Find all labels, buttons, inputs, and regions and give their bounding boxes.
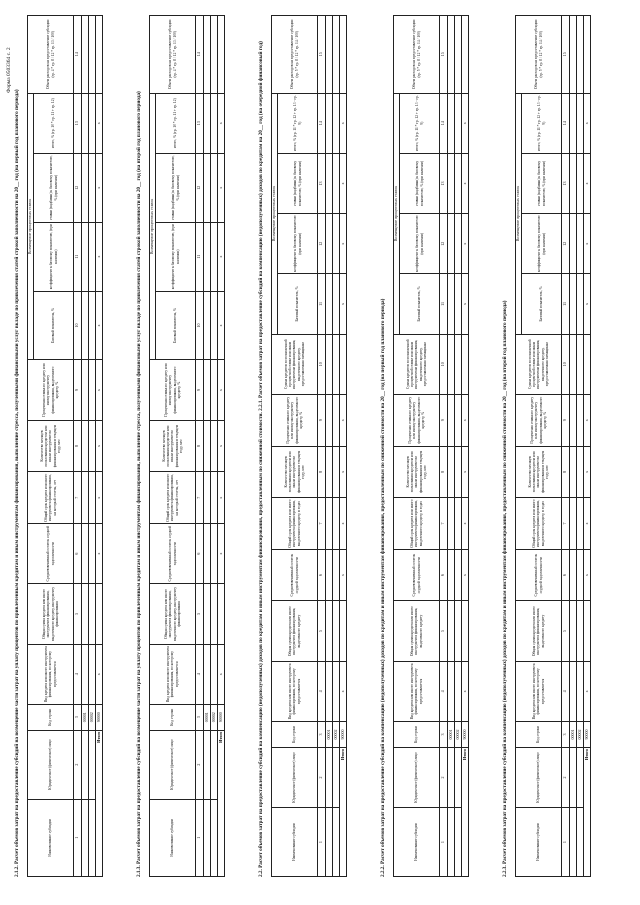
header-cell: Общая сумма кредита или иного инструмента финансирования, выделенного кредиту, инструменту финансирования bbox=[28, 584, 74, 644]
section-title: 2.2.2. Расчет объемов затрат на предоставление субсидий на компенсацию (недополученных) доходов по кредитам и иным инструментам финансирования, предоставленным по сниженной стоимости на 20__ год (на первый год планового периода) bbox=[380, 298, 386, 877]
col-num: 7 bbox=[196, 472, 204, 524]
header-cell: ставки (надбавки) к базовому показателю, % (при наличии) bbox=[522, 153, 562, 213]
col-num: 11 bbox=[196, 222, 204, 291]
col-num: 13 bbox=[318, 153, 326, 213]
x-mark: x bbox=[584, 446, 591, 498]
header-cell: Код строки bbox=[28, 704, 74, 730]
table-row bbox=[333, 16, 340, 877]
header-cell: Объем расходов на предоставление субсидии (гр. 5 * гр. 8 / 12 * гр. 14 / 100) bbox=[272, 16, 318, 94]
x-mark: x bbox=[340, 661, 347, 721]
total-code: 90000 bbox=[340, 722, 347, 748]
col-num: 6 bbox=[74, 524, 82, 584]
section-title: 2.2.3. Расчет объемов затрат на предоставление субсидий на компенсацию (недополученных) доходов по кредитам и иным инструментам финансирования, предоставленным по сниженной стоимости на 20__ год (на второй год планового периода) bbox=[502, 300, 508, 877]
header-cell: Объем расходов на предоставление субсидии (гр. 5 * гр. 8 / 12 * гр. 14 / 100) bbox=[394, 16, 440, 94]
header-cell: коэффициент к базовому показателю (при наличии) bbox=[522, 214, 562, 274]
row-code: 00001 bbox=[82, 704, 89, 730]
col-num: 12 bbox=[562, 214, 570, 274]
col-num: 7 bbox=[562, 498, 570, 550]
header-cell: Вид кредита или иного инструмента финансирования, по которому предоставляется bbox=[272, 661, 318, 721]
col-num: 8 bbox=[440, 446, 448, 498]
header-cell: Базовый показатель, % bbox=[522, 274, 562, 334]
x-mark: x bbox=[96, 153, 103, 222]
header-cell: ставки (надбавки) к базовому показателю, % (при наличии) bbox=[278, 153, 318, 213]
col-num: 7 bbox=[318, 498, 326, 550]
section-title: 2.1.2. Расчет объемов затрат на предоставление субсидий на возмещение части затрат на уплату процентов по привлеченным кредитам и иным инструментам финансирования, выполнение стресса, полученными финансовыми услуг вкладе по привлечения статей строкой заполненности на 20__ год (на первый год планового периода) bbox=[14, 89, 20, 877]
col-num: 2 bbox=[74, 730, 82, 799]
header-cell: Общий срок кредита или иного инструмента финансирования, выделенного кредиту, в годах bbox=[394, 498, 440, 550]
header-cell: Юридическое (физическое) лицо bbox=[150, 730, 196, 799]
section-2-1-2 bbox=[14, 15, 103, 877]
total-label: Итого bbox=[584, 747, 591, 876]
col-num: 15 bbox=[318, 16, 326, 94]
total-row bbox=[218, 16, 225, 877]
row-code: 00002 bbox=[455, 722, 462, 748]
header-cell: Код строки bbox=[150, 704, 196, 730]
header-cell: Юридическое (физическое) лицо bbox=[272, 747, 318, 807]
subsidy-table bbox=[27, 15, 103, 877]
col-num: 2 bbox=[440, 747, 448, 807]
header-cell: Вид кредита или иного инструмента финансирования, по которому предоставляется bbox=[516, 661, 562, 721]
header-cell: Количество месяцев пользования кредитом или иным инструментом финансирования в текущем году, мес bbox=[272, 446, 318, 498]
header-cell: Сумма кредитов по пониженной процентной ставке или иным инструментам финансирования, выделенного кредиту, предоставленная заемщикам bbox=[272, 334, 318, 394]
header-cell: Средневзвешенный остаток ссудной задолженности bbox=[394, 549, 440, 601]
col-num: 4 bbox=[74, 644, 82, 704]
table-row bbox=[211, 16, 218, 877]
header-cell: итого, % (гр. 11 * гр. 12 + гр. 13 - гр. 9) bbox=[400, 93, 440, 153]
header-cell: Общий срок кредита или иного инструмента финансирования, выделенного кредиту, в годах bbox=[516, 498, 562, 550]
header-cell: Вид кредита или иного инструмента финансирования, по которому предоставляется bbox=[150, 644, 196, 704]
header-cell: Базовый показатель, % bbox=[156, 291, 196, 360]
col-num: 5 bbox=[74, 584, 82, 644]
header-cell: Наименование субсидии bbox=[272, 808, 318, 877]
x-mark: x bbox=[96, 644, 103, 704]
x-mark: x bbox=[340, 498, 347, 550]
table-row bbox=[326, 16, 333, 877]
col-num: 4 bbox=[318, 661, 326, 721]
col-num: 12 bbox=[318, 214, 326, 274]
table-row bbox=[577, 16, 584, 877]
x-mark: x bbox=[218, 153, 225, 222]
col-num: 11 bbox=[562, 274, 570, 334]
x-mark: x bbox=[584, 394, 591, 446]
x-mark: x bbox=[462, 446, 469, 498]
total-code: 90000 bbox=[462, 722, 469, 748]
col-num: 8 bbox=[196, 420, 204, 472]
col-num: 3 bbox=[196, 704, 204, 730]
header-cell: коэффициент к базовому показателю (при наличии) bbox=[400, 214, 440, 274]
col-num: 10 bbox=[74, 291, 82, 360]
col-num: 7 bbox=[440, 498, 448, 550]
x-mark: x bbox=[462, 153, 469, 213]
header-cell: Базовый показатель, % bbox=[34, 291, 74, 360]
header-cell: Код строки bbox=[516, 722, 562, 748]
x-mark: x bbox=[96, 524, 103, 584]
col-num: 1 bbox=[74, 799, 82, 876]
header-cell: Общий срок кредита или иного инструмента финансирования, на который отчеты, лет bbox=[150, 472, 196, 524]
header-cell: Количество месяцев пользования кредитом или иным инструментом финансирования в текущем году, мес bbox=[150, 420, 196, 472]
x-mark: x bbox=[96, 222, 103, 291]
x-mark: x bbox=[96, 360, 103, 420]
col-num: 12 bbox=[74, 153, 82, 222]
col-num: 14 bbox=[318, 93, 326, 153]
col-num: 9 bbox=[562, 394, 570, 446]
col-num: 1 bbox=[318, 808, 326, 877]
x-mark: x bbox=[96, 420, 103, 472]
x-mark: x bbox=[340, 394, 347, 446]
col-num: 4 bbox=[562, 661, 570, 721]
header-cell: Количество месяцев пользования кредитом или иным инструментом финансирования в текущем году, мес bbox=[394, 446, 440, 498]
header-cell: Вид кредита или иного инструмента финансирования, по которому предоставляется bbox=[28, 644, 74, 704]
col-num: 6 bbox=[440, 549, 448, 601]
subsidy-table bbox=[393, 15, 469, 877]
col-num: 4 bbox=[196, 644, 204, 704]
x-mark: x bbox=[584, 153, 591, 213]
col-num: 2 bbox=[196, 730, 204, 799]
col-num: 11 bbox=[74, 222, 82, 291]
header-group: Возмещение процентных ставок bbox=[28, 93, 34, 360]
table-row bbox=[89, 16, 96, 877]
total-label: Итого bbox=[340, 747, 347, 876]
col-num: 3 bbox=[318, 722, 326, 748]
x-mark: x bbox=[462, 394, 469, 446]
x-mark: x bbox=[218, 360, 225, 420]
header-cell: Юридическое (физическое) лицо bbox=[394, 747, 440, 807]
row-code: 00001 bbox=[448, 722, 455, 748]
header-cell: Общая сумма кредита или иного инструмента финансирования, выделенного кредиту, инструменту финансирования bbox=[150, 584, 196, 644]
col-num: 12 bbox=[440, 214, 448, 274]
x-mark: x bbox=[218, 644, 225, 704]
header-cell: Объем расходов на предоставление субсидии (гр. 4 * гр. 8 / 12 * гр. 13 / 100) bbox=[28, 16, 74, 94]
header-cell: Процентная ставка по кредиту или иному инструменту финансирования, выделенного кредиту, % bbox=[150, 360, 196, 420]
row-code: 00002 bbox=[211, 704, 218, 730]
x-mark: x bbox=[218, 222, 225, 291]
x-mark: x bbox=[584, 498, 591, 550]
header-cell: Средневзвешенный остаток ссудной задолженности bbox=[28, 524, 74, 584]
section-2-2-2 bbox=[380, 15, 469, 877]
col-num: 10 bbox=[318, 334, 326, 394]
col-num: 13 bbox=[196, 93, 204, 153]
col-num: 5 bbox=[440, 601, 448, 661]
header-group: Возмещение процентных ставок bbox=[272, 93, 278, 334]
col-num: 8 bbox=[562, 446, 570, 498]
col-num: 6 bbox=[196, 524, 204, 584]
table-row bbox=[455, 16, 462, 877]
header-cell: коэффициент к базовому показателю (при наличии) bbox=[278, 214, 318, 274]
header-cell: Общий срок кредита или иного инструмента финансирования, выделенного кредиту, в годах bbox=[272, 498, 318, 550]
row-code: 00002 bbox=[333, 722, 340, 748]
col-num: 3 bbox=[440, 722, 448, 748]
col-num: 5 bbox=[196, 584, 204, 644]
col-num: 2 bbox=[318, 747, 326, 807]
header-cell: итого, % (гр. 11 * гр. 12 + гр. 13 - гр. 9) bbox=[278, 93, 318, 153]
x-mark: x bbox=[218, 93, 225, 153]
subsidy-table bbox=[149, 15, 225, 877]
col-num: 7 bbox=[74, 472, 82, 524]
header-cell: Процентная ставка по кредиту или иному инструменту финансирования, выделенного кредиту, % bbox=[272, 394, 318, 446]
section-2-2-3 bbox=[502, 15, 591, 877]
header-cell: Сумма кредитов по пониженной процентной ставке или иным инструментам финансирования, выделенного кредиту, предоставленная заемщикам bbox=[394, 334, 440, 394]
header-cell: Базовый показатель, % bbox=[278, 274, 318, 334]
table-row bbox=[570, 16, 577, 877]
col-num: 14 bbox=[74, 16, 82, 94]
header-cell: Средневзвешенный остаток ссудной задолженности bbox=[272, 549, 318, 601]
row-code: 00001 bbox=[326, 722, 333, 748]
col-num: 10 bbox=[562, 334, 570, 394]
header-cell: итого, % (гр. 10 * гр. 11 + гр. 12) bbox=[156, 93, 196, 153]
header-cell: Процентная ставка по кредиту или иному инструменту финансирования, выделенного кредиту, % bbox=[28, 360, 74, 420]
header-cell: Общий срок кредита или иного инструмента финансирования, на который отчеты, лет bbox=[28, 472, 74, 524]
x-mark: x bbox=[96, 93, 103, 153]
x-mark: x bbox=[340, 153, 347, 213]
header-cell: Объем расходов на предоставление субсидии (гр. 4 * гр. 8 / 12 * гр. 13 / 100) bbox=[150, 16, 196, 94]
header-cell: Наименование субсидии bbox=[28, 799, 74, 876]
header-cell: Вид кредита или иного инструмента финансирования, по которому предоставляется bbox=[394, 661, 440, 721]
section-title: 2.2. Расчет объемов затрат на предоставление субсидий на компенсацию (недополученных) доходов по кредитам и иным инструментам финансирования, предоставленным по сниженной стоимости. 2.2.1. Расчет объемов затрат на предоставление субсидий на компенсацию (недополученных) доходов по кредитам на 20__ год (на очередной финансовый год) bbox=[258, 41, 264, 877]
header-cell: Код строки bbox=[272, 722, 318, 748]
header-cell: Общая сумма кредита или иного инструмента финансирования, выделенного кредиту bbox=[394, 601, 440, 661]
x-mark: x bbox=[218, 291, 225, 360]
col-num: 2 bbox=[562, 747, 570, 807]
total-code: 90000 bbox=[218, 704, 225, 730]
header-cell: ставки (надбавки) к базовому показателю, % (при наличии) bbox=[400, 153, 440, 213]
total-row bbox=[584, 16, 591, 877]
section-title: 2.1.3. Расчет объемов затрат на предоставление субсидий на возмещение части затрат на уплату процентов по привлеченным кредитам и иным инструментам финансирования, выполнение стресса, полученными финансовыми услуг вкладе по привлечения статей строкой заполненности на 20__ год (на второй год планового периода) bbox=[136, 91, 142, 877]
total-label: Итого bbox=[218, 730, 225, 876]
header-cell: Код строки bbox=[394, 722, 440, 748]
header-cell: Средневзвешенный остаток ссудной задолженности bbox=[516, 549, 562, 601]
header-cell: Средневзвешенный остаток ссудной задолженности bbox=[150, 524, 196, 584]
header-cell: ставки (надбавки) к базовому показателю, % (при наличии) bbox=[156, 153, 196, 222]
col-num: 1 bbox=[440, 808, 448, 877]
col-num: 9 bbox=[318, 394, 326, 446]
col-num: 10 bbox=[196, 291, 204, 360]
header-cell: Общая сумма кредита или иного инструмента финансирования, выделенного кредиту bbox=[272, 601, 318, 661]
section-2-1-3 bbox=[136, 15, 225, 877]
total-code: 90000 bbox=[96, 704, 103, 730]
total-row bbox=[96, 16, 103, 877]
header-cell: Наименование субсидии bbox=[150, 799, 196, 876]
col-num: 6 bbox=[562, 549, 570, 601]
total-row bbox=[462, 16, 469, 877]
x-mark: x bbox=[584, 549, 591, 601]
table-row bbox=[82, 16, 89, 877]
col-num: 15 bbox=[440, 16, 448, 94]
x-mark: x bbox=[340, 274, 347, 334]
header-cell: ставки (надбавки) к базовому показателю, % (при наличии) bbox=[34, 153, 74, 222]
total-label: Итого bbox=[462, 747, 469, 876]
col-num: 8 bbox=[74, 420, 82, 472]
header-group: Возмещение процентных ставок bbox=[394, 93, 400, 334]
header-cell: Юридическое (физическое) лицо bbox=[28, 730, 74, 799]
row-code: 00002 bbox=[89, 704, 96, 730]
x-mark: x bbox=[340, 446, 347, 498]
subsidy-table bbox=[515, 15, 591, 877]
total-row bbox=[340, 16, 347, 877]
table-row bbox=[204, 16, 211, 877]
col-num: 10 bbox=[440, 334, 448, 394]
col-num: 13 bbox=[74, 93, 82, 153]
form-code: Форма 0503364 с. 2 bbox=[6, 47, 12, 93]
col-num: 14 bbox=[196, 16, 204, 94]
x-mark: x bbox=[218, 472, 225, 524]
x-mark: x bbox=[340, 549, 347, 601]
header-group: Возмещение процентных ставок bbox=[516, 93, 522, 334]
header-cell: коэффициент к базовому показателю, (при наличии) bbox=[156, 222, 196, 291]
header-cell: Количество месяцев пользования кредитом или иным инструментом финансирования в текущем году, мес bbox=[28, 420, 74, 472]
x-mark: x bbox=[584, 214, 591, 274]
header-cell: Количество месяцев пользования кредитом или иным инструментом финансирования в текущем году, мес bbox=[516, 446, 562, 498]
col-num: 11 bbox=[318, 274, 326, 334]
x-mark: x bbox=[96, 472, 103, 524]
row-code: 00002 bbox=[577, 722, 584, 748]
col-num: 1 bbox=[562, 808, 570, 877]
x-mark: x bbox=[462, 549, 469, 601]
x-mark: x bbox=[218, 524, 225, 584]
header-cell: итого, % (гр. 10 * гр. 11 + гр. 12) bbox=[34, 93, 74, 153]
header-cell: итого, % (гр. 11 * гр. 12 + гр. 13 - гр. 9) bbox=[522, 93, 562, 153]
header-cell: Процентная ставка по кредиту или иному инструменту финансирования, выделенного кредиту, % bbox=[516, 394, 562, 446]
x-mark: x bbox=[96, 291, 103, 360]
col-num: 13 bbox=[440, 153, 448, 213]
row-code: 00001 bbox=[570, 722, 577, 748]
col-num: 5 bbox=[562, 601, 570, 661]
x-mark: x bbox=[462, 498, 469, 550]
header-cell: Процентная ставка по кредиту или иному инструменту финансирования, выделенного кредиту, % bbox=[394, 394, 440, 446]
section-2-2-1 bbox=[258, 15, 347, 877]
total-code: 90000 bbox=[584, 722, 591, 748]
col-num: 11 bbox=[440, 274, 448, 334]
x-mark: x bbox=[340, 214, 347, 274]
total-label: Итого bbox=[96, 730, 103, 876]
col-num: 9 bbox=[196, 360, 204, 420]
col-num: 3 bbox=[562, 722, 570, 748]
x-mark: x bbox=[462, 661, 469, 721]
x-mark: x bbox=[462, 93, 469, 153]
x-mark: x bbox=[218, 420, 225, 472]
col-num: 14 bbox=[562, 93, 570, 153]
header-cell: Общая сумма кредита или иного инструмента финансирования, выделенного кредиту bbox=[516, 601, 562, 661]
header-cell: Базовый показатель, % bbox=[400, 274, 440, 334]
header-cell: коэффициент к базовому показателю, (при наличии) bbox=[34, 222, 74, 291]
col-num: 9 bbox=[74, 360, 82, 420]
header-cell: Наименование субсидии bbox=[516, 808, 562, 877]
col-num: 14 bbox=[440, 93, 448, 153]
col-num: 6 bbox=[318, 549, 326, 601]
col-num: 8 bbox=[318, 446, 326, 498]
col-num: 4 bbox=[440, 661, 448, 721]
header-group: Возмещение процентных ставок bbox=[150, 93, 156, 360]
table-row bbox=[448, 16, 455, 877]
col-num: 13 bbox=[562, 153, 570, 213]
col-num: 1 bbox=[196, 799, 204, 876]
x-mark: x bbox=[462, 214, 469, 274]
col-num: 5 bbox=[318, 601, 326, 661]
header-cell: Юридическое (физическое) лицо bbox=[516, 747, 562, 807]
x-mark: x bbox=[340, 93, 347, 153]
col-num: 15 bbox=[562, 16, 570, 94]
subsidy-table bbox=[271, 15, 347, 877]
header-cell: Сумма кредитов по пониженной процентной ставке или иным инструментам финансирования, выделенного кредиту, предоставленная заемщикам bbox=[516, 334, 562, 394]
col-num: 3 bbox=[74, 704, 82, 730]
col-num: 9 bbox=[440, 394, 448, 446]
row-code: 00001 bbox=[204, 704, 211, 730]
x-mark: x bbox=[462, 274, 469, 334]
x-mark: x bbox=[584, 661, 591, 721]
col-num: 12 bbox=[196, 153, 204, 222]
header-cell: Объем расходов на предоставление субсидии (гр. 5 * гр. 8 / 12 * гр. 14 / 100) bbox=[516, 16, 562, 94]
header-cell: Наименование субсидии bbox=[394, 808, 440, 877]
x-mark: x bbox=[584, 93, 591, 153]
x-mark: x bbox=[584, 274, 591, 334]
